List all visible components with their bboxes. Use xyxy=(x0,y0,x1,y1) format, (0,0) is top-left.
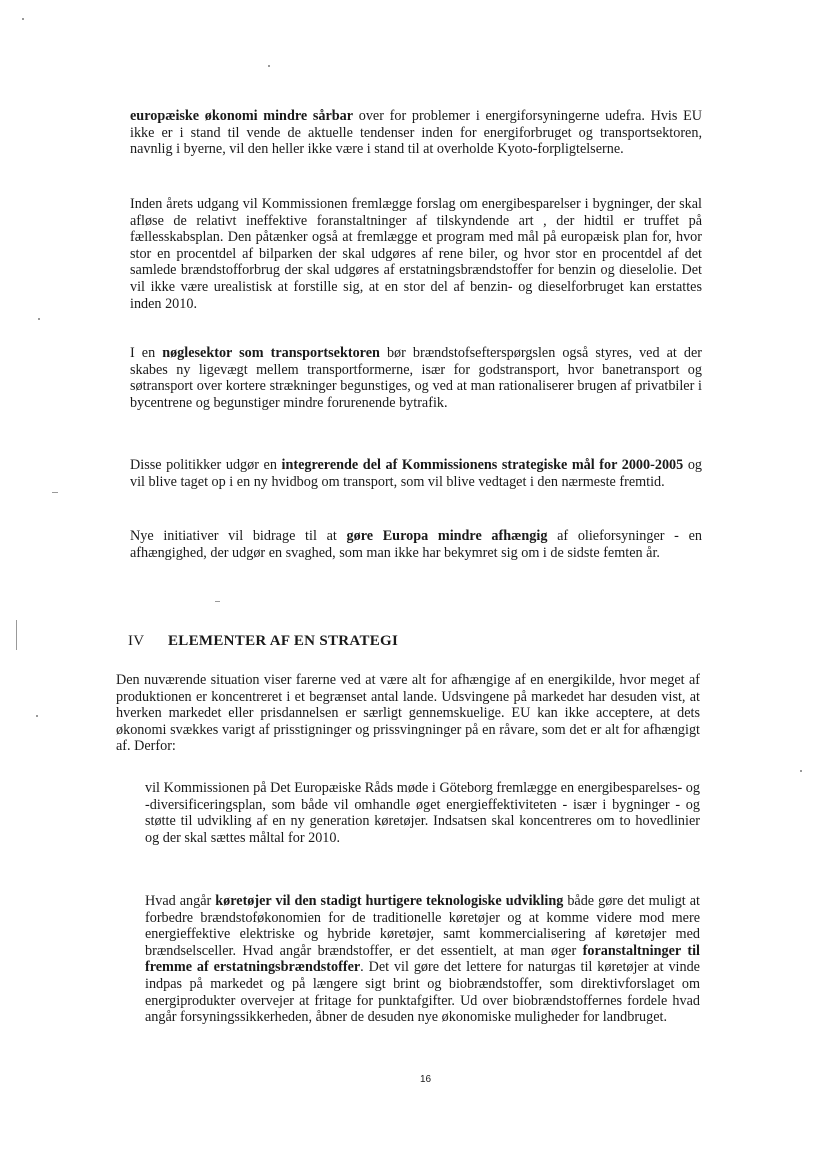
text-span: Den nuværende situation viser farerne ved at være alt for afhængige af en energikilde, hvor meget af produktionen er koncentreret i et begrænset antal lande. Udsvingene på markedet har desuden vist, at hverken markedet eller prisdannelsen er særligt gennemskuelige. EU kan ikke acceptere, at dets økonomi svækkes varigt af prisstigninger og prissvingninger på en råvare, som det er alt for afhængigt af. Derfor: xyxy=(116,672,700,755)
text-span: Nye initiativer vil bidrage til at xyxy=(130,528,347,544)
paragraph-1 xyxy=(130,108,702,158)
paragraph-5 xyxy=(130,528,702,561)
scan-mark xyxy=(36,715,38,717)
scan-mark xyxy=(16,620,17,650)
scan-mark xyxy=(268,65,270,67)
scan-mark xyxy=(215,601,220,602)
text-span: af olieforsyninger - en afhængighed, der udgør en svaghed, som man ikke har bekymret sig om i de sidste femten år. xyxy=(130,528,702,561)
text-span: I en xyxy=(130,345,163,361)
page-number: 16 xyxy=(420,1074,432,1085)
text-span: Disse politikker udgør en xyxy=(130,457,282,473)
scan-mark xyxy=(52,492,58,493)
paragraph-7 xyxy=(145,780,700,846)
paragraph-8 xyxy=(145,893,700,1026)
paragraph-4 xyxy=(130,457,702,490)
text-span: og vil blive taget op i en ny hvidbog om transport, som vil blive vedtaget i den nærmeste fremtid. xyxy=(130,457,703,490)
text-span: Hvad angår xyxy=(145,893,216,909)
text-span: . Det vil gøre det lettere for naturgas til køretøjer at vinde indpas på markedet og på længere sigt brint og biobrændstoffer, som direktivforslaget om energiprodukter overvejer at fritage for punktafgifter. Ud over biobrændstoffernes fordele hvad angår forsyningssikkerheden, åbner de desuden nye økonomiske muligheder for landbruget. xyxy=(145,959,700,1026)
text-span: over for problemer i energiforsyningerne udefra. Hvis EU ikke er i stand til vende de aktuelle tendenser inden for energiforbruget og transportsektoren, navnlig i byerne, vil den heller ikke være i stand til at overholde Kyoto-forpligtelserne. xyxy=(130,108,702,158)
text-span: vil Kommissionen på Det Europæiske Råds møde i Göteborg fremlægge en energibesparelses- og -diversificeringsplan, som både vil omhandle øget energieffektiviteten - især i bygninger - og støtte til udvikling af en ny generation køretøjer. Indsatsen skal koncentreres om to hovedlinier og der skal sættes måltal for 2010. xyxy=(145,780,700,846)
paragraph-3 xyxy=(130,345,702,411)
text-span: gøre Europa mindre afhængig xyxy=(346,528,548,544)
scan-mark xyxy=(38,318,40,320)
text-span: bør brændstofsefterspørgslen også styres, ved at der skabes ny ligevægt mellem transportformerne, især for godstransport, hvor banetransport og søtransport over kortere strækninger begunstiges, og ved at man rationaliserer brugen af privatbiler i bycentrene og begunstiger mindre forurenende bytrafik. xyxy=(130,345,702,411)
text-span: foranstaltninger til fremme af erstatningsbrændstoffer xyxy=(145,942,700,976)
text-span: nøglesektor som transportsektoren xyxy=(162,345,380,361)
text-span: integrerende del af Kommissionens strategiske mål for 2000-2005 xyxy=(281,457,684,473)
section-heading xyxy=(128,633,398,650)
paragraph-2 xyxy=(130,196,702,312)
paragraph-6 xyxy=(116,672,700,755)
scan-mark xyxy=(22,18,24,20)
text-span: europæiske økonomi mindre sårbar xyxy=(130,108,354,124)
text-span: Inden årets udgang vil Kommissionen fremlægge forslag om energibesparelser i bygninger, der skal afløse de relativt ineffektive foranstaltninger af tilskyndende art , der hidtil er truffet på fællesskabsplan. Den påtænker også at fremlægge et program med mål på europæisk plan for, hvor stor en procentdel af bilparken der skal udgøres af rene biler, og hvor stor en procentdel af det samlede brændstofforbrug der skal udgøres af erstatningsbrændstoffer for benzin og dieselolie. Det vil ikke være urealistisk at forstille sig, at en stor del af benzin- og dieselforbruget kan erstattes inden 2010. xyxy=(130,196,702,312)
section-title: ELEMENTER AF EN STRATEGI xyxy=(168,633,399,649)
scan-mark xyxy=(800,770,802,772)
section-number: IV xyxy=(128,633,145,649)
text-span: køretøjer vil den stadigt hurtigere teknologiske udvikling xyxy=(215,893,564,909)
text-span: både gøre det muligt at forbedre brændstoføkonomien for de traditionelle køretøjer og at komme videre mod mere energieffektive elektriske og hybride køretøjer, samt kommercialisering af køretøjer med brændselsceller. Hvad angår brændstoffer, er det essentielt, at man øger xyxy=(145,893,700,959)
